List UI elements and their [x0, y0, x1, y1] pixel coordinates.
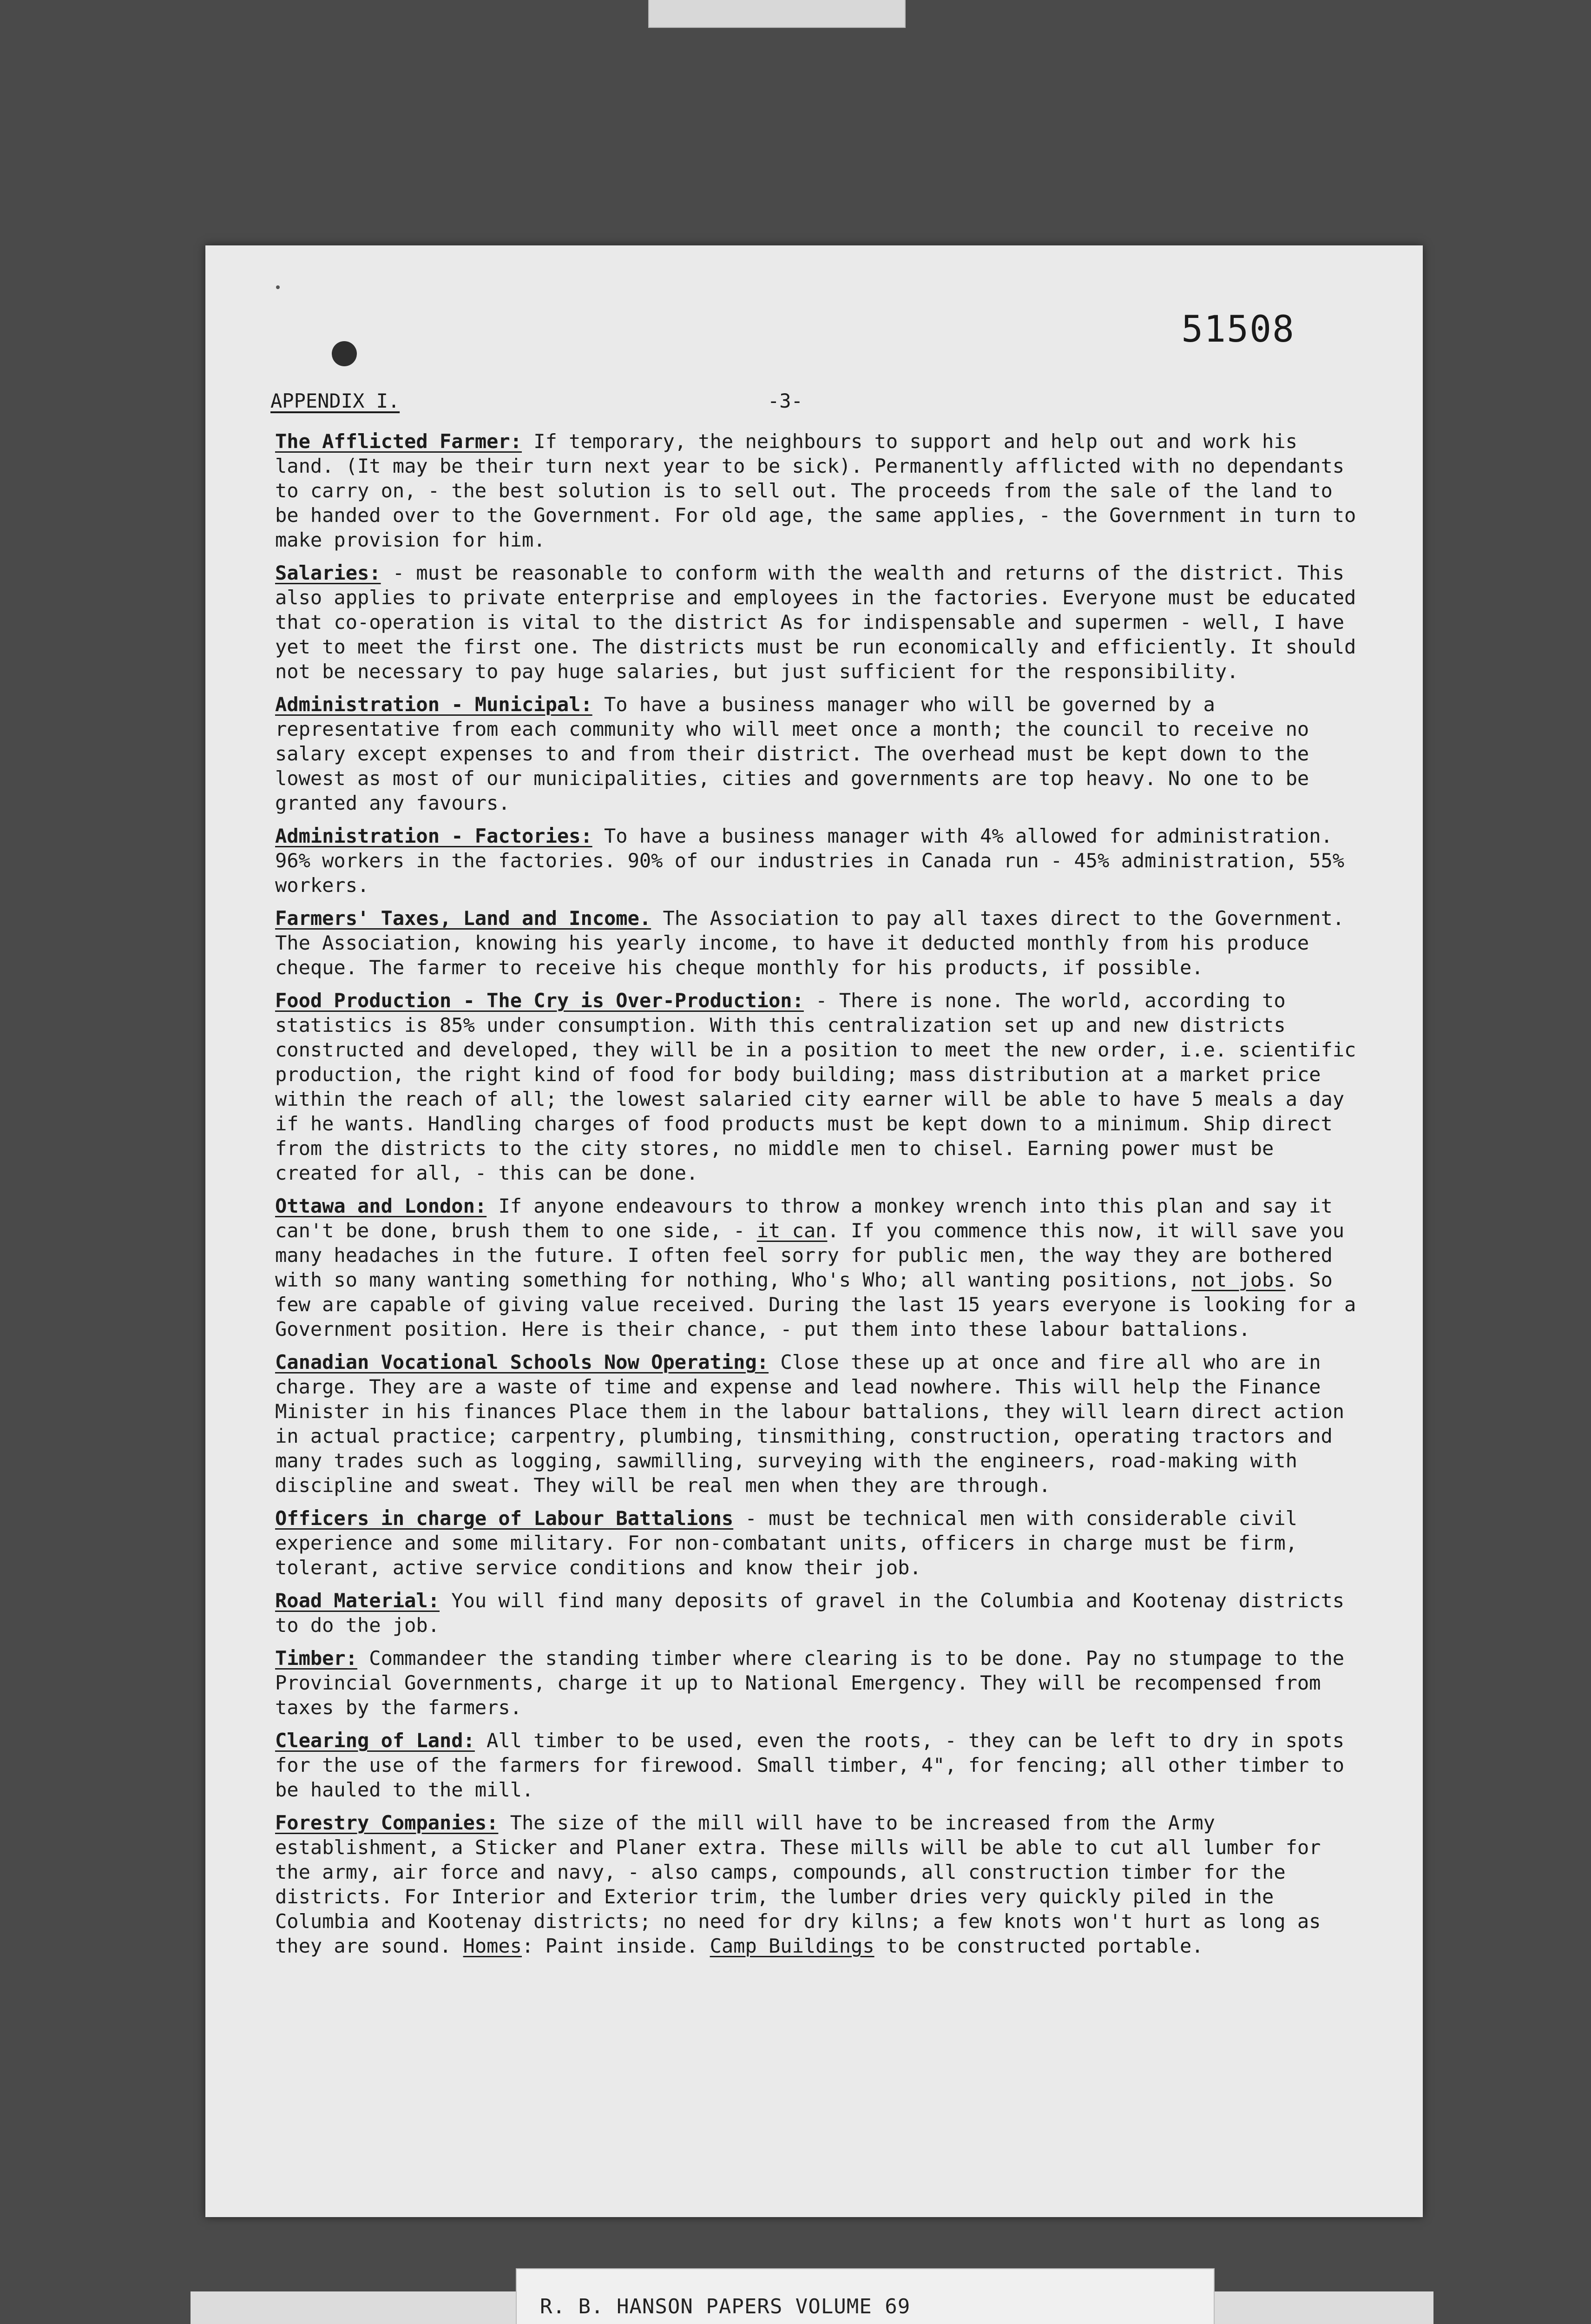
section-heading: Food Production - The Cry is Over-Production:: [275, 989, 804, 1012]
section-road-material: [275, 1588, 1360, 1637]
section-text: to be constructed portable.: [874, 1934, 1203, 1957]
section-text: - There is none. The world, according to statistics is 85% under consumption. With this centralization set up and new districts constructed and developed, they will be in a position to meet the new order, i.e. scientific production, the right kind of food for body building; mass distribution at a market price within the reach of all; the lowest salaried city earner will be able to have 5 meals a day if he wants. Handling charges of food products must be kept down to a minimum. Ship direct from the districts to the city stores, no middle men to chisel. Earning power must be created for all, - this can be done.: [275, 989, 1356, 1184]
paper-speck: [276, 285, 280, 289]
section-text: To have a business manager with 4% allowed for administration. 96% workers in the factories. 90% of our industries in Canada run - 45% administration, 55% workers.: [275, 825, 1345, 897]
section-heading: Salaries:: [275, 561, 381, 584]
top-clip-tab: [648, 0, 906, 28]
section-text: If temporary, the neighbours to support and help out and work his land. (It may be their turn next year to be sick). Permanently afflicted with no dependants to carry on, - the best solution is to sell out. The proceeds from the sale of the land to be handed over to the Government. For old age, the same applies, - the Government in turn to make provision for him.: [275, 430, 1356, 551]
section-food-production: [275, 988, 1360, 1185]
section-afflicted-farmer: [275, 429, 1360, 552]
section-heading: Canadian Vocational Schools Now Operating:: [275, 1351, 769, 1373]
emphasis-text: not jobs: [1191, 1268, 1286, 1291]
section-officers-labour: [275, 1506, 1360, 1580]
section-text: The Association to pay all taxes direct to the Government. The Association, knowing his yearly income, to have it deducted monthly from his produce cheque. The farmer to receive his cheque monthly for his products, if possible.: [275, 907, 1345, 979]
section-text: . So few are capable of giving value received. During the last 15 years everyone is looking for a Government position. Here is their chance, - put them into these labour battalions.: [275, 1268, 1356, 1340]
section-text: Close these up at once and fire all who are in charge. They are a waste of time and expense and lead nowhere. This will help the Finance Minister in his finances Place them in the labour battalions, they will learn direct action in actual practice; carpentry, plumbing, tinsmithing, construction, operating tractors and many trades such as logging, sawmilling, surveying with the engineers, road-making with discipline and sweat. They will be real men when they are through.: [275, 1351, 1345, 1497]
emphasis-text: Camp Buildings: [710, 1934, 874, 1957]
punch-hole: [332, 341, 357, 366]
section-text: To have a business manager who will be governed by a representative from each community who will meet once a month; the council to receive no salary except expenses to and from their district. The overhead must be kept down to the lowest as most of our municipalities, cities and governments are top heavy. No one to be granted any favours.: [275, 693, 1309, 814]
document-body: [275, 429, 1360, 1967]
volume-label: R. B. HANSON PAPERS VOLUME 69: [540, 2295, 911, 2318]
section-salaries: [275, 561, 1360, 684]
section-admin-municipal: [275, 692, 1360, 815]
section-heading: Road Material:: [275, 1589, 440, 1612]
section-text: - must be reasonable to conform with the wealth and returns of the district. This also applies to private enterprise and employees in the factories. Everyone must be educated that co-operation is vital to the district As for indispensable and supermen - well, I have yet to meet the first one. The districts must be run economically and efficiently. It should not be necessary to pay huge salaries, but just sufficient for the responsibility.: [275, 561, 1356, 683]
section-text: Commandeer the standing timber where clearing is to be done. Pay no stumpage to the Provincial Governments, charge it up to National Emergency. They will be recompensed from taxes by the farmers.: [275, 1647, 1345, 1719]
section-heading: Officers in charge of Labour Battalions: [275, 1507, 734, 1530]
section-text: You will find many deposits of gravel in the Columbia and Kootenay districts to do the job.: [275, 1589, 1345, 1637]
section-heading: Timber:: [275, 1647, 358, 1670]
emphasis-text: it can: [756, 1219, 828, 1242]
section-heading: Forestry Companies:: [275, 1811, 499, 1834]
section-admin-factories: [275, 824, 1360, 898]
section-farmers-taxes: [275, 906, 1360, 980]
section-text: All timber to be used, even the roots, - they can be left to dry in spots for the use of the farmers for firewood. Small timber, 4", for fencing; all other timber to be hauled to the mill.: [275, 1729, 1345, 1801]
section-heading: Administration - Municipal:: [275, 693, 592, 716]
section-timber: [275, 1646, 1360, 1720]
document-page: [205, 245, 1423, 2217]
section-text: If anyone endeavours to throw a monkey wrench into this plan and say it can't be done, brush them to one side, -: [275, 1195, 1333, 1242]
document-number: 51508: [1181, 309, 1295, 350]
section-heading: Administration - Factories:: [275, 825, 592, 847]
section-forestry: [275, 1810, 1360, 1958]
section-text: . If you commence this now, it will save you many headaches in the future. I often feel sorry for public men, the way they are bothered with so many wanting something for nothing, Who's Who; all wanting positions,: [275, 1219, 1345, 1291]
section-vocational-schools: [275, 1350, 1360, 1498]
emphasis-text: Homes: [463, 1934, 522, 1957]
section-text: The size of the mill will have to be increased from the Army establishment, a Sticker and Planer extra. These mills will be able to cut all lumber for the army, air force and navy, - also camps, compounds, all construction timber for the districts. For Interior and Exterior trim, the lumber dries very quickly piled in the Columbia and Kootenay districts; no need for dry kilns; a few knots won't hurt as long as they are sound.: [275, 1811, 1321, 1957]
volume-label-slip: [516, 2268, 1215, 2324]
section-heading: The Afflicted Farmer:: [275, 430, 522, 453]
section-text: - must be technical men with considerable civil experience and some military. For non-combatant units, officers in charge must be firm, tolerant, active service conditions and know their job.: [275, 1507, 1297, 1579]
section-clearing-land: [275, 1728, 1360, 1802]
appendix-label: APPENDIX I.: [270, 390, 400, 412]
section-ottawa-london: [275, 1194, 1360, 1341]
section-heading: Farmers' Taxes, Land and Income.: [275, 907, 651, 930]
section-text: : Paint inside.: [522, 1934, 710, 1957]
section-heading: Clearing of Land:: [275, 1729, 475, 1752]
page-number: -3-: [768, 390, 803, 412]
section-heading: Ottawa and London:: [275, 1195, 487, 1217]
